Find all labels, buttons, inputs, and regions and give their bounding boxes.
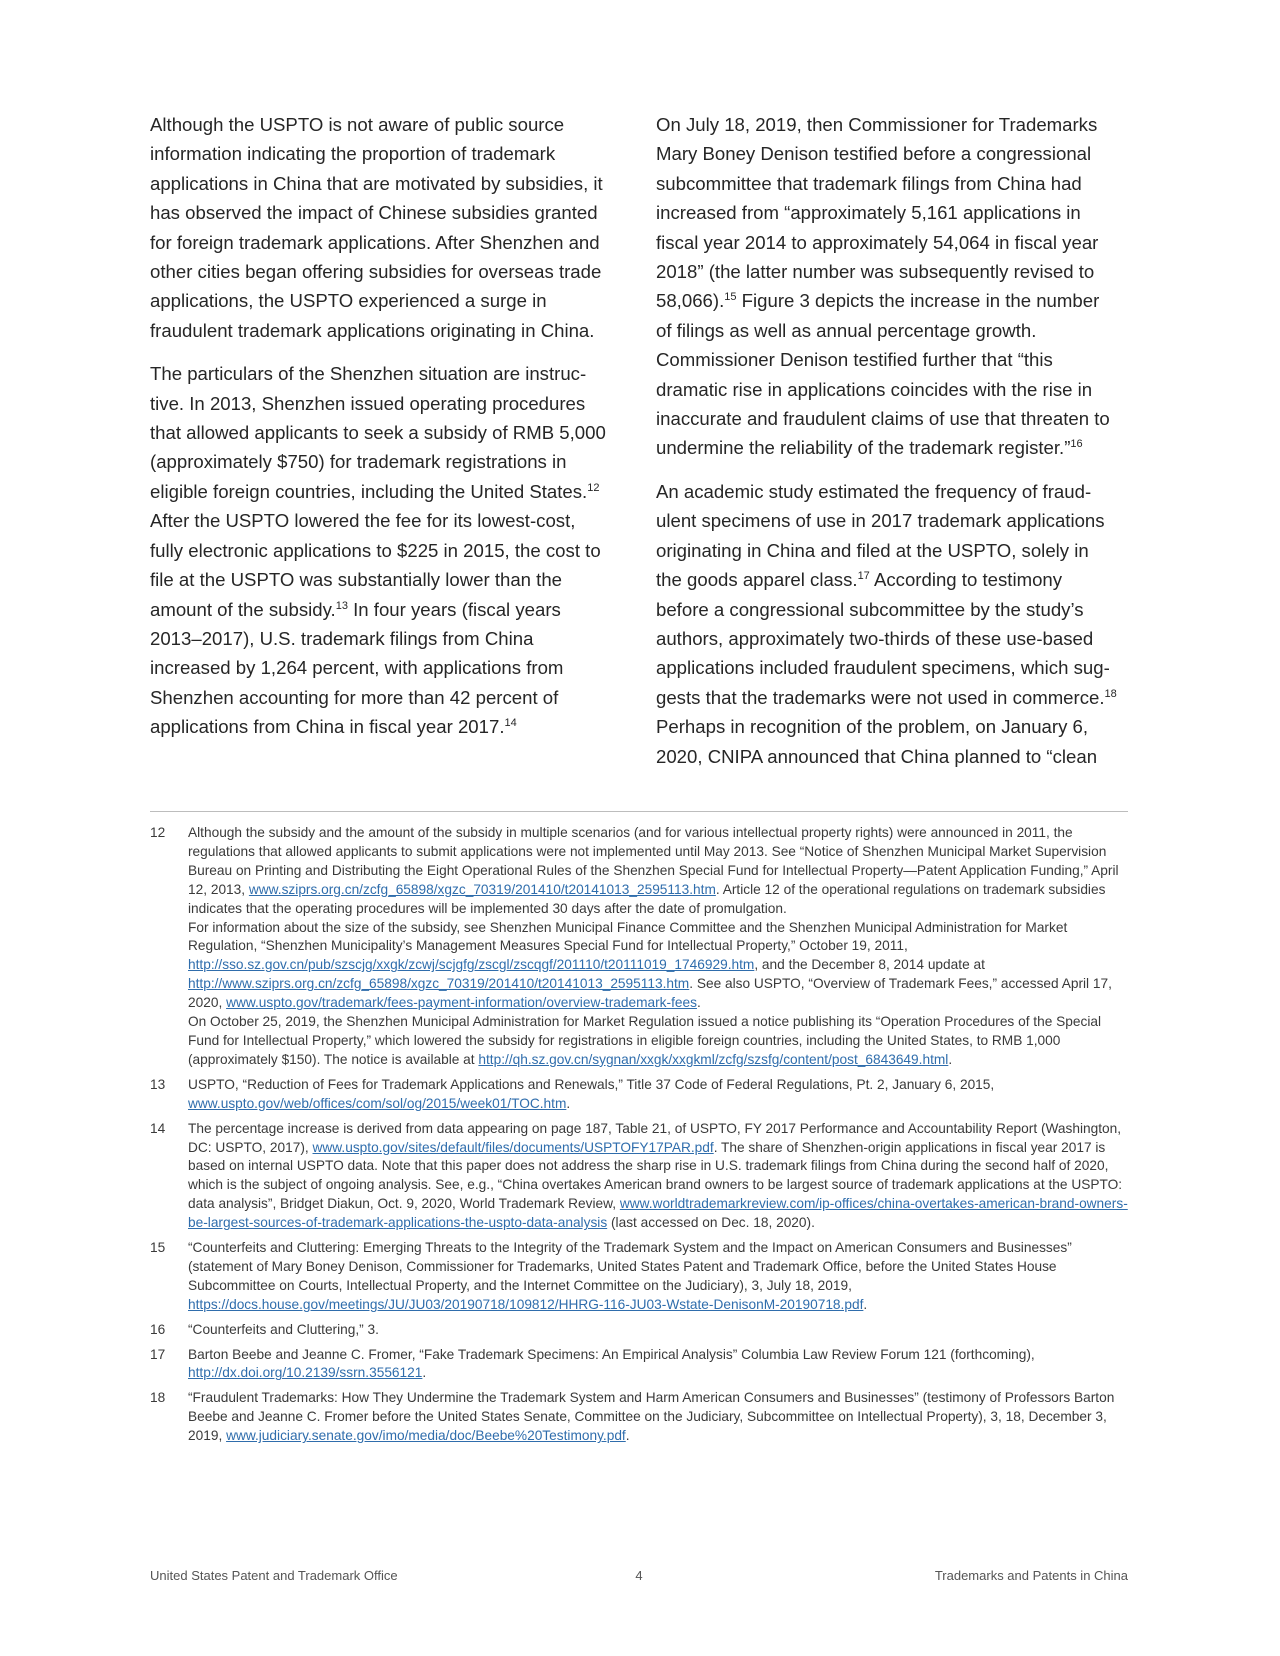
text-run: (last accessed on Dec. 18, 2020). [607,1215,815,1231]
text-run: Barton Beebe and Jeanne C. Fromer, “Fake Trademark Specimens: An Empirical Analysis” Columbia Law Review Forum 121 (forthcoming), [188,1346,1035,1362]
text-run: On October 25, 2019, the Shenzhen Municipal Administration for Market Regulation issued a notice publishing its “Operation Procedures of the Special Fund for Intellectual Property,” which lowered the subsidy for registrations in eligible foreign countries, including the United States, to RMB 1,000 (approximately $150). The notice is available at [188,1014,1102,1067]
body-paragraph [150,110,612,345]
citation-link[interactable]: https://docs.house.gov/meetings/JU/JU03/20190718/109812/HHRG-116-JU03-Wstate-DenisonM-20190718.pdf [188,1296,864,1312]
footnote-ref-12: 12 [587,481,600,494]
text-run: “Fraudulent Trademarks: How They Undermine the Trademark System and Harm American Consumers and Businesses” (testimony of Professors Barton Beebe and Jeanne C. Fromer before the United States Senate, Committee on the Judiciary, Subcommittee on Intellectual Property), 3, 18, December 3, 2019, [188,1390,1115,1444]
footnote-segment [188,1076,1128,1114]
text-run: The percentage increase is derived from data appearing on page 187, Table 21, of USPTO, FY 2017 Performance and Accountability Report (Washington, DC: USPTO, 2017), [188,1120,1122,1155]
citation-link[interactable]: www.uspto.gov/sites/default/files/documents/USPTOFY17PAR.pdf [312,1139,714,1155]
footnote-12 [150,824,1128,1070]
text-run: . [566,1095,571,1111]
footnote-ref-18: 18 [1104,687,1117,700]
citation-link[interactable]: http://www.sziprs.org.cn/zcfg_65898/xgzc_70319/201410/t20141013_2595113.htm [188,976,690,992]
footnote-16 [150,1321,1128,1340]
text-run: . [863,1296,868,1312]
footnote-17 [150,1346,1128,1384]
footnote-divider [150,811,1128,812]
footnote-segment [188,1013,1128,1070]
text-run: USPTO, “Reduction of Fees for Trademark Applications and Renewals,” Title 37 Code of Federal Regulations, Pt. 2, January 6, 2015, [188,1076,995,1092]
text-run: Figure 3 depicts the increase in the number of filings as well as annual percentage growth. Commissioner Denison testified further that “this dramatic rise in applications coincides with the rise in inaccurate and fraudulent claims of use that threaten to undermine the reliability of the trademark register.” [656,290,1110,459]
text-run: “Counterfeits and Cluttering: Emerging Threats to the Integrity of the Trademark System and the Impact on American Consumers and Businesses” (statement of Mary Boney Denison, Commissioner for Trademarks, United States Patent and Trademark Office, before the United States House Subcommittee on Courts, Intellectual Property, and the Internet Committee on the Judiciary), 3, July 18, 2019, [188,1240,1072,1293]
footer-document-title: Trademarks and Patents in China [934,1568,1128,1583]
footnote-number: 14 [150,1120,166,1136]
footnote-text [188,1346,1128,1384]
footnote-segment [188,919,1128,1014]
text-run: Perhaps in recognition of the problem, on January 6, 2020, CNIPA announced that China planned to “clean [656,716,1098,767]
footer-organization: United States Patent and Trademark Office [150,1568,398,1583]
text-run: . See also USPTO, “Overview of Trademark Fees,” accessed April 17, 2020, [188,976,1112,1011]
footnote-segment [188,1389,1128,1446]
text-run: In four years (fiscal years 2013–2017), U.S. trademark filings from China increased by 1,264 percent, with applications from Shenzhen accounting for more than 42 percent of applications from China in fiscal year 2017. [150,598,564,738]
text-run: An academic study estimated the frequency of fraudulent specimens of use in 2017 trademark applications originating in China and filed at the USPTO, solely in the goods apparel class. [656,480,1105,591]
footnote-text [188,1389,1128,1446]
footnote-segment [188,1120,1128,1233]
body-column-right [656,110,1118,785]
citation-link[interactable]: www.sziprs.org.cn/zcfg_65898/xgzc_70319/201410/t20141013_2595113.htm [248,881,716,897]
text-run: . [696,995,701,1011]
footnote-15 [150,1239,1128,1315]
footnote-13 [150,1076,1128,1114]
footnote-number: 17 [150,1346,166,1362]
text-run: For information about the size of the subsidy, see Shenzhen Municipal Finance Committee and the Shenzhen Municipal Administration for Market Regulation, “Shenzhen Municipality’s Management Measures Special Fund for Intellectual Property,” October 19, 2011, [188,919,1068,954]
footnote-number: 18 [150,1390,166,1406]
footnote-number: 16 [150,1321,166,1337]
citation-link[interactable]: www.uspto.gov/web/offices/com/sol/og/2015/week01/TOC.htm [188,1095,567,1111]
text-run: Although the USPTO is not aware of public source information indicating the proportion of trademark applications in China that are motivated by subsidies, it has observed the impact of Chinese subsidies granted for foreign trademark applications. After Shenzhen and other cities began offering subsidies for overseas trade applications, the USPTO experienced a surge in fraudulent trademark applications originating in China. [150,114,603,341]
citation-link[interactable]: http://dx.doi.org/10.2139/ssrn.3556121 [188,1365,423,1381]
footnote-segment [188,1321,1128,1340]
text-run: . [422,1365,427,1381]
footnote-ref-16: 16 [1070,438,1083,451]
text-run: . The share of Shenzhen-origin applications in fiscal year 2017 is based on internal USPTO data. Note that this paper does not address the sharp rise in U.S. trademark filings from China during the second half of 2020, which is the subject of ongoing analysis. See, e.g., “China overtakes American brand owners to be largest source of trademark applications at the USPTO: data analysis”, Bridget Diakun, Oct. 9, 2020, World Trademark Review, [188,1139,1123,1212]
footnote-text [188,1120,1128,1233]
citation-link[interactable]: www.worldtrademarkreview.com/ip-offices/china-overtakes-american-brand-owners-be-largest-sources-of-trademark-applications-the-uspto-data-analysis [188,1196,1128,1231]
citation-link[interactable]: www.judiciary.senate.gov/imo/media/doc/Beebe%20Testimony.pdf [226,1428,626,1444]
footnote-segment [188,1346,1128,1384]
body-paragraph [150,359,612,741]
page-number: 4 [635,1568,643,1583]
body-paragraph [656,477,1118,771]
footnote-ref-14: 14 [504,716,517,729]
footnote-segment [188,824,1128,919]
body-paragraph [656,110,1118,463]
text-run: After the USPTO lowered the fee for its lowest-cost, fully electronic applications to $225 in 2015, the cost to file at the USPTO was substantially lower than the amount of the subsidy. [150,510,601,620]
text-run: On July 18, 2019, then Commissioner for Trademarks Mary Boney Denison testified before a congressional subcommittee that trademark filings from China had increased from “approximately 5,161 applications in fiscal year 2014 to approximately 54,064 in fiscal year 2018” (the latter number was subsequently revised to 58,066). [656,114,1099,312]
text-run: According to testimony before a congressional subcommittee by the study’s authors, approximately two-thirds of these use-based applications included fraudulent specimens, which suggests that the trademarks were not used in commerce. [656,569,1110,708]
footnote-text [188,1076,1128,1114]
text-run: “Counterfeits and Cluttering,” 3. [188,1321,379,1337]
footnote-segment [188,1239,1128,1315]
footnotes-section [150,824,1128,1452]
footnote-number: 15 [150,1240,166,1256]
body-column-left [150,110,612,756]
text-run: , and the December 8, 2014 update at [754,957,985,973]
text-run: Although the subsidy and the amount of the subsidy in multiple scenarios (and for various intellectual property rights) were announced in 2011, the regulations that allowed applicants to submit applications were not implemented until May 2013. See “Notice of Shenzhen Municipal Market Supervision Bureau on Printing and Distributing the Eight Operational Rules of the Shenzhen Special Fund for Intellectual Property—Patent Application Funding,” April 12, 2013, [188,825,1119,897]
citation-link[interactable]: http://sso.sz.gov.cn/pub/szscjg/xxgk/zcwj/scjgfg/zscgl/zscqgf/201110/t20111019_1746929.htm [188,957,755,973]
footnote-text [188,1321,1128,1340]
footnote-text [188,1239,1128,1315]
footnote-number: 12 [150,825,166,840]
citation-link[interactable]: www.uspto.gov/trademark/fees-payment-information/overview-trademark-fees [226,995,697,1011]
text-run: . [948,1051,953,1067]
footnote-ref-13: 13 [335,599,348,612]
footnote-number: 13 [150,1076,166,1092]
text-run: . Article 12 of the operational regulations on trademark subsidies indicates that the operating procedures will be implemented 30 days after the date of promulgation. [188,881,1106,916]
text-run: The particulars of the Shenzhen situation are instructive. In 2013, Shenzhen issued operating procedures that allowed applicants to seek a subsidy of RMB 5,000 (approximately $750) for trademark registrations in eligible foreign countries, including the United States. [150,363,606,502]
text-run: . [625,1428,630,1444]
footnote-text [188,824,1128,1070]
footnote-ref-17: 17 [857,569,870,582]
citation-link[interactable]: http://qh.sz.gov.cn/sygnan/xxgk/xxgkml/zcfg/szsfg/content/post_6843649.html [478,1051,949,1067]
footnote-ref-15: 15 [724,291,737,304]
footnote-14 [150,1120,1128,1233]
footnote-18 [150,1389,1128,1446]
